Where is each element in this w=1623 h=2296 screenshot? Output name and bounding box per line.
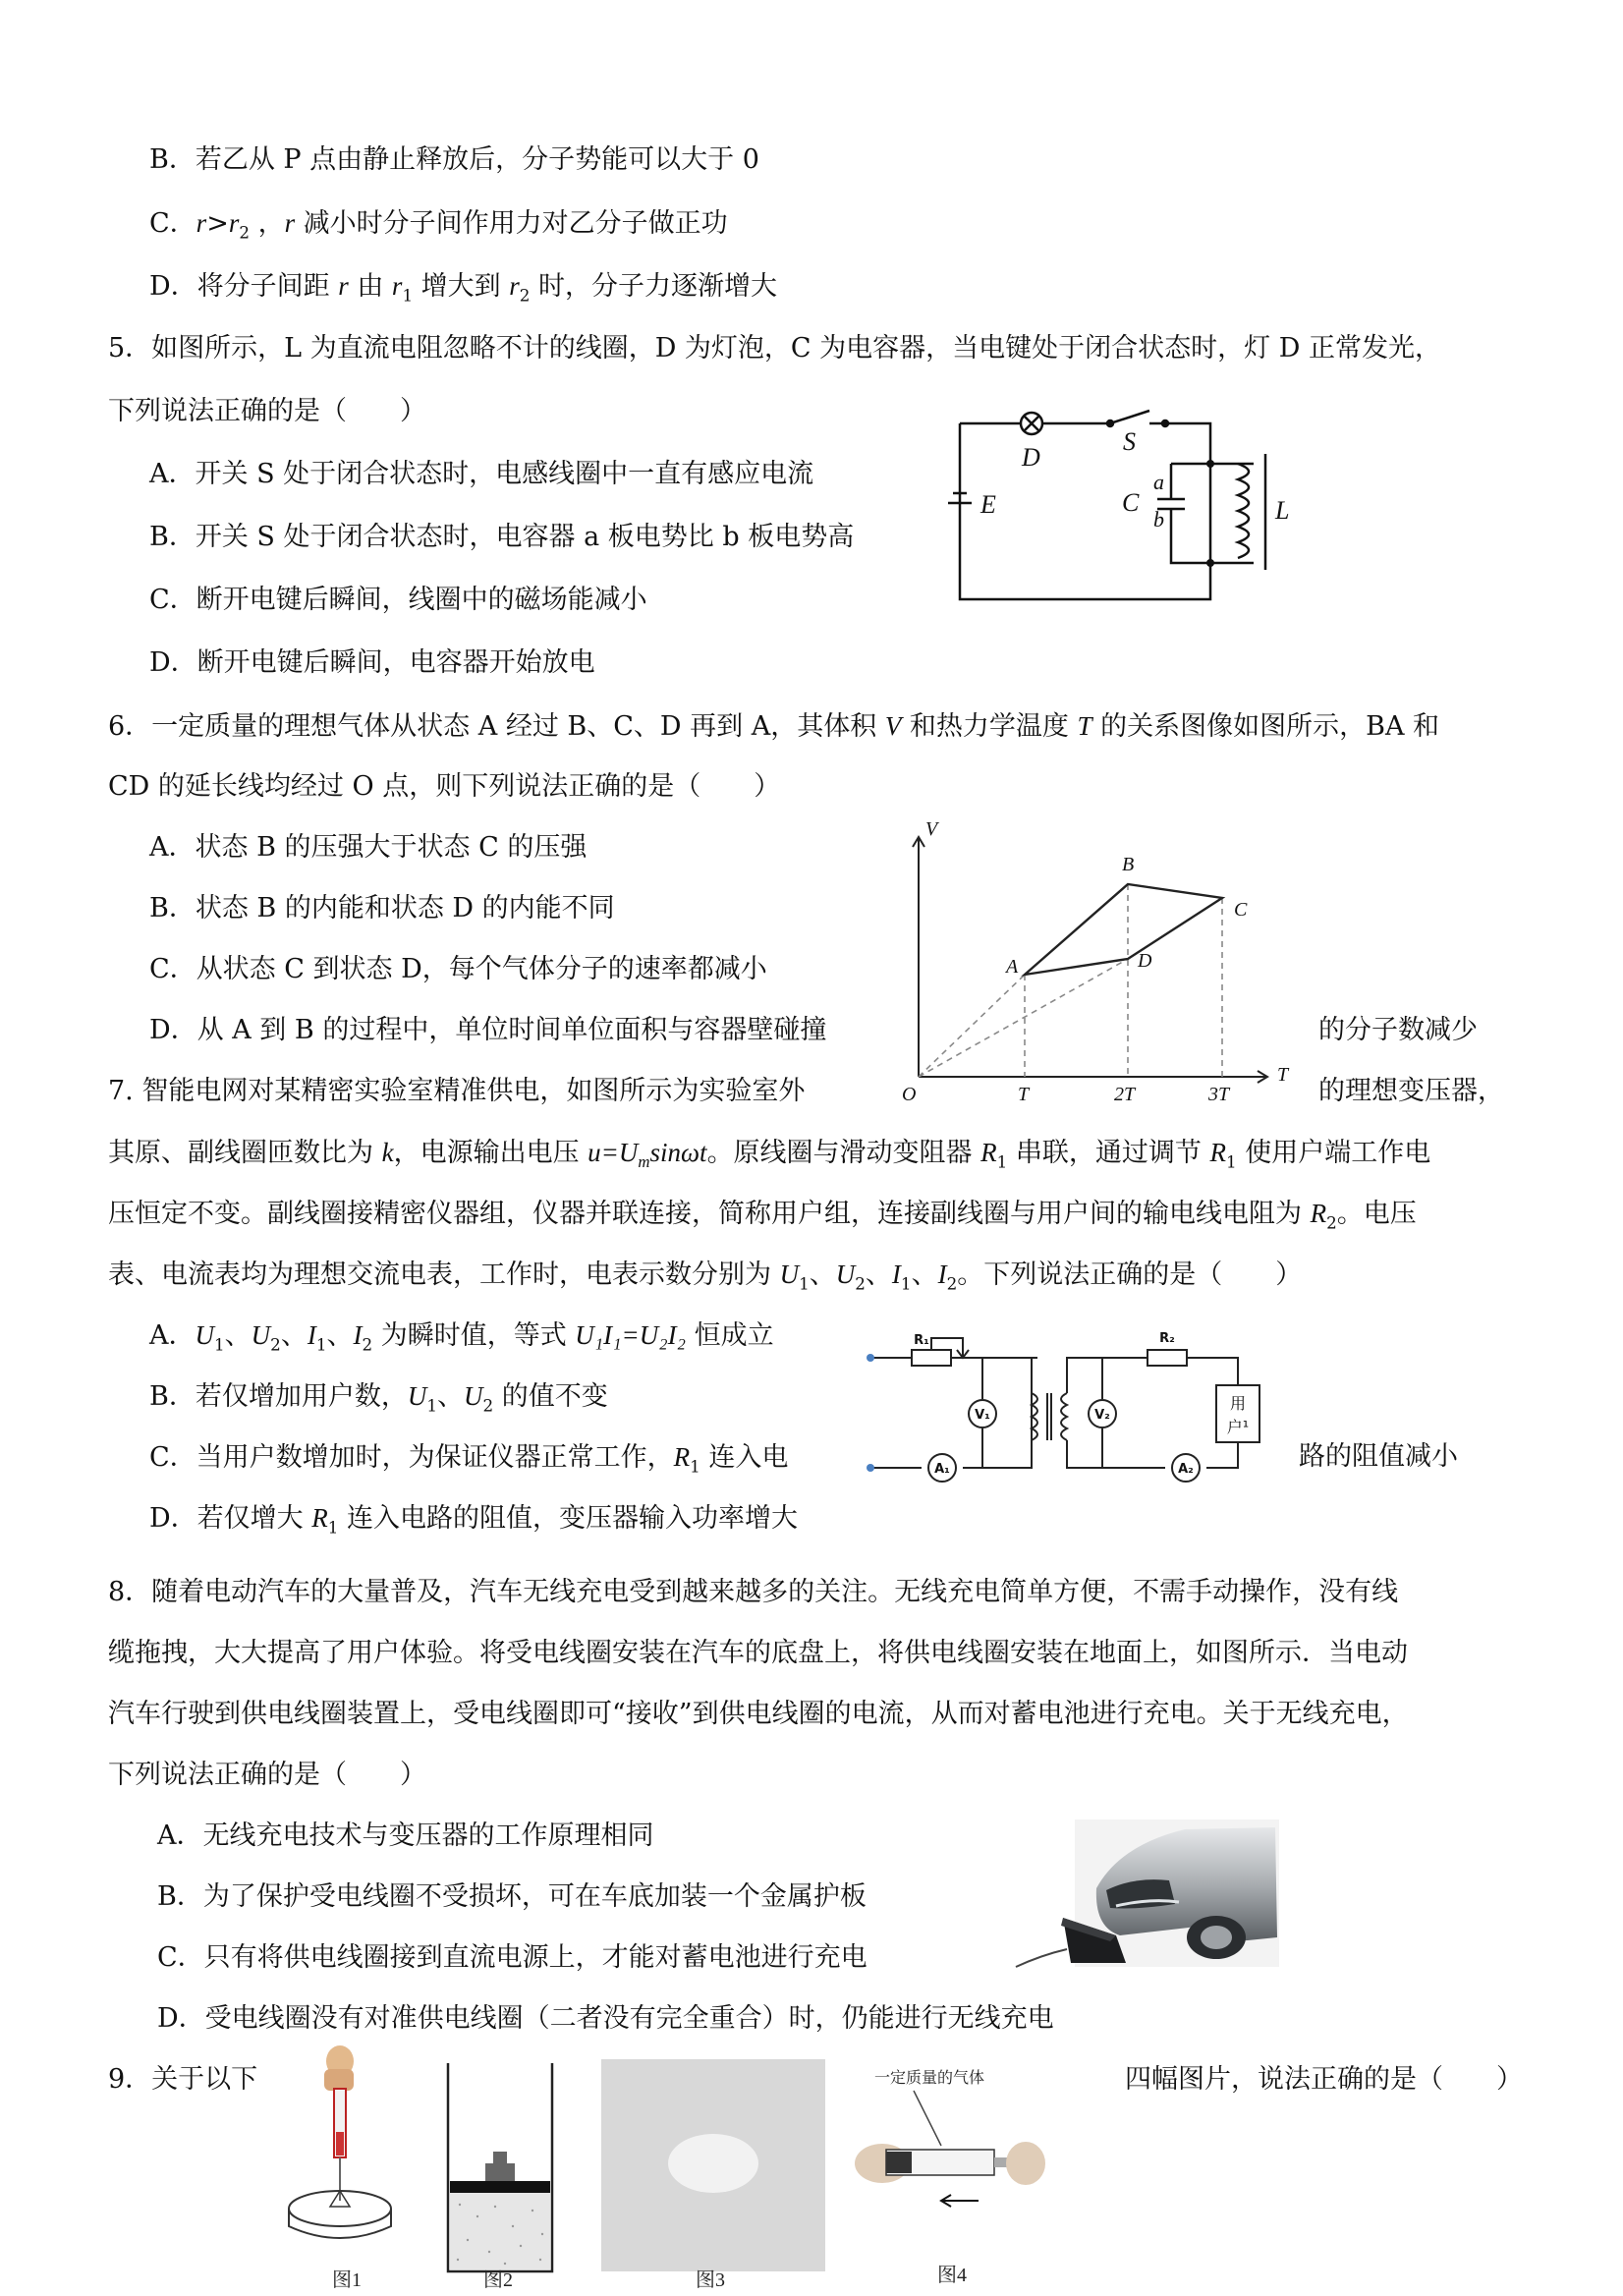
v-axis-label: V — [925, 818, 938, 840]
q6-stem-2: CD 的延长线均经过 O 点，则下列说法正确的是（ ） — [108, 771, 781, 802]
q8-option-d: D．受电线圈没有对准供电线圈（二者没有完全重合）时，仍能进行无线充电 — [157, 2003, 1054, 2034]
tick-3t-label: 3T — [1208, 1084, 1230, 1105]
point-d-label: D — [1138, 950, 1152, 972]
car-charging-photo — [1012, 1820, 1279, 1985]
tick-t-label: T — [1018, 1084, 1030, 1105]
q7-option-b: B．若仅增加用户数，$U_1$、$U_2$ 的值不变 — [149, 1381, 608, 1416]
a2-meter-label: A₂ — [1178, 1462, 1194, 1477]
q5-option-c: C．断开电键后瞬间，线圈中的磁场能减小 — [149, 585, 647, 615]
q5-stem-2: 下列说法正确的是（ ） — [108, 396, 426, 426]
q7-stem-2: 其原、副线圈匝数比为 k，电源输出电压 $u=U_m\sin\omega t$。原线圈与滑动变阻器 $R_1$ 串联，通过调节 $R_1$ 使用户端工作电 — [108, 1138, 1431, 1172]
transformer-circuit-figure — [855, 1315, 1287, 1491]
r2-label: R₂ — [1159, 1331, 1175, 1346]
lc-circuit-figure — [943, 393, 1297, 609]
figure-2-caption: 图2 — [483, 2269, 513, 2289]
q8-option-c: C．只有将供电线圈接到直流电源上，才能对蓄电池进行充电 — [157, 1942, 867, 1973]
q7-stem-1a: 7. 智能电网对某精密实验室精准供电，如图所示为实验室外 — [108, 1076, 806, 1106]
figure-1-dropper — [289, 2045, 391, 2238]
figure-3-film — [601, 2059, 825, 2271]
q5-option-a: A．开关 S 处于闭合状态时，电感线圈中一直有感应电流 — [149, 459, 814, 489]
plate-a-label: a — [1153, 470, 1164, 494]
q8-option-b: B．为了保护受电线圈不受损坏，可在车底加装一个金属护板 — [157, 1881, 867, 1912]
capacitor-label: C — [1122, 488, 1140, 517]
q7-option-c-part1: C．当用户数增加时，为保证仪器正常工作，$R_1$ 连入电 — [149, 1442, 789, 1477]
r1-label: R₁ — [914, 1333, 929, 1348]
q4-option-c: C．$r>r_2$ ，r 减小时分子间作用力对乙分子做正功 — [149, 208, 728, 243]
plate-b-label: b — [1153, 507, 1164, 532]
q9-stem-2: 四幅图片，说法正确的是（ ） — [1125, 2064, 1523, 2095]
q7-option-d: D．若仅增大 $R_1$ 连入电路的阻值，变压器输入功率增大 — [149, 1503, 798, 1538]
q5-option-b: B．开关 S 处于闭合状态时，电容器 a 板电势比 b 板电势高 — [149, 522, 855, 552]
q4-option-d: D．将分子间距 r 由 $r_1$ 增大到 $r_2$ 时，分子力逐渐增大 — [149, 271, 778, 306]
q7-option-c-part2: 路的阻值减小 — [1299, 1441, 1458, 1472]
v2-meter-label: V₂ — [1094, 1408, 1110, 1423]
gas-label: 一定质量的气体 — [874, 2068, 985, 2087]
q6-option-c: C．从状态 C 到状态 D，每个气体分子的速率都减小 — [149, 954, 767, 984]
q6-option-d-part1: D．从 A 到 B 的过程中，单位时间单位面积与容器壁碰撞 — [149, 1015, 827, 1045]
switch-label: S — [1123, 427, 1136, 456]
q7-stem-3: 压恒定不变。副线圈接精密仪器组，仪器并联连接，简称用户组，连接副线圈与用户间的输电线电阻为 $R_2$。电压 — [108, 1199, 1417, 1233]
origin-label: O — [902, 1084, 917, 1105]
q7-stem-4: 表、电流表均为理想交流电表，工作时，电表示数分别为 $U_1$、$U_2$、$I_1$、$I_2$。下列说法正确的是（ ） — [108, 1260, 1303, 1294]
t-axis-label: T — [1277, 1064, 1289, 1086]
figure-1-caption: 图1 — [332, 2269, 362, 2289]
q5-stem-1: 5．如图所示，L 为直流电阻忽略不计的线圈，D 为灯泡，C 为电容器，当电键处于闭合状态时，灯 D 正常发光， — [108, 333, 1441, 364]
battery-label: E — [980, 490, 996, 519]
q6-option-d-part2: 的分子数减少 — [1318, 1015, 1478, 1045]
inductor-label: L — [1275, 496, 1290, 525]
a1-meter-label: A₁ — [934, 1462, 950, 1477]
q6-option-b: B．状态 B 的内能和状态 D 的内能不同 — [149, 893, 615, 924]
q4-option-b: B．若乙从 P 点由静止释放后，分子势能可以大于 0 — [149, 144, 759, 175]
q7-option-a: A．$U_1$、$U_2$、$I_1$、$I_2$ 为瞬时值，等式 U₁I₁=U₂I₂ 恒成立 — [149, 1320, 774, 1355]
q8-stem-4: 下列说法正确的是（ ） — [108, 1760, 426, 1790]
q8-stem-2: 缆拖拽，大大提高了用户体验。将受电线圈安装在汽车的底盘上，将供电线圈安装在地面上，如图所示．当电动 — [108, 1638, 1408, 1668]
figure-3-caption: 图3 — [696, 2269, 725, 2289]
q6-stem-1: 6．一定质量的理想气体从状态 A 经过 B、C、D 再到 A，其体积 V 和热力学温度 T 的关系图像如图所示，BA 和 — [108, 711, 1440, 742]
lamp-label: D — [1022, 443, 1040, 472]
q9-stem-1: 9．关于以下 — [108, 2064, 258, 2095]
figure-2-piston — [448, 2063, 552, 2271]
user-label-2: 户¹ — [1226, 1418, 1250, 1436]
q8-option-a: A．无线充电技术与变压器的工作原理相同 — [157, 1820, 654, 1851]
q5-option-d: D．断开电键后瞬间，电容器开始放电 — [149, 647, 595, 678]
q8-stem-3: 汽车行驶到供电线圈装置上，受电线圈即可“接收”到供电线圈的电流，从而对蓄电池进行充电。关于无线充电， — [108, 1699, 1409, 1729]
tick-2t-label: 2T — [1114, 1084, 1136, 1105]
vt-graph-figure — [894, 815, 1307, 1110]
point-c-label: C — [1234, 899, 1248, 921]
user-label-1: 用 — [1229, 1394, 1247, 1413]
v1-meter-label: V₁ — [975, 1408, 990, 1423]
q7-stem-1b: 的理想变压器， — [1318, 1076, 1504, 1106]
figure-4-caption: 图4 — [937, 2265, 967, 2286]
point-a-label: A — [1006, 956, 1019, 978]
point-b-label: B — [1122, 854, 1135, 875]
q6-option-a: A．状态 B 的压强大于状态 C 的压强 — [149, 832, 588, 863]
q8-stem-1: 8．随着电动汽车的大量普及，汽车无线充电受到越来越多的关注。无线充电简单方便，不需手动操作，没有线 — [108, 1577, 1399, 1607]
q9-four-figures — [285, 2044, 1100, 2289]
figure-4-syringe — [855, 2068, 1045, 2207]
